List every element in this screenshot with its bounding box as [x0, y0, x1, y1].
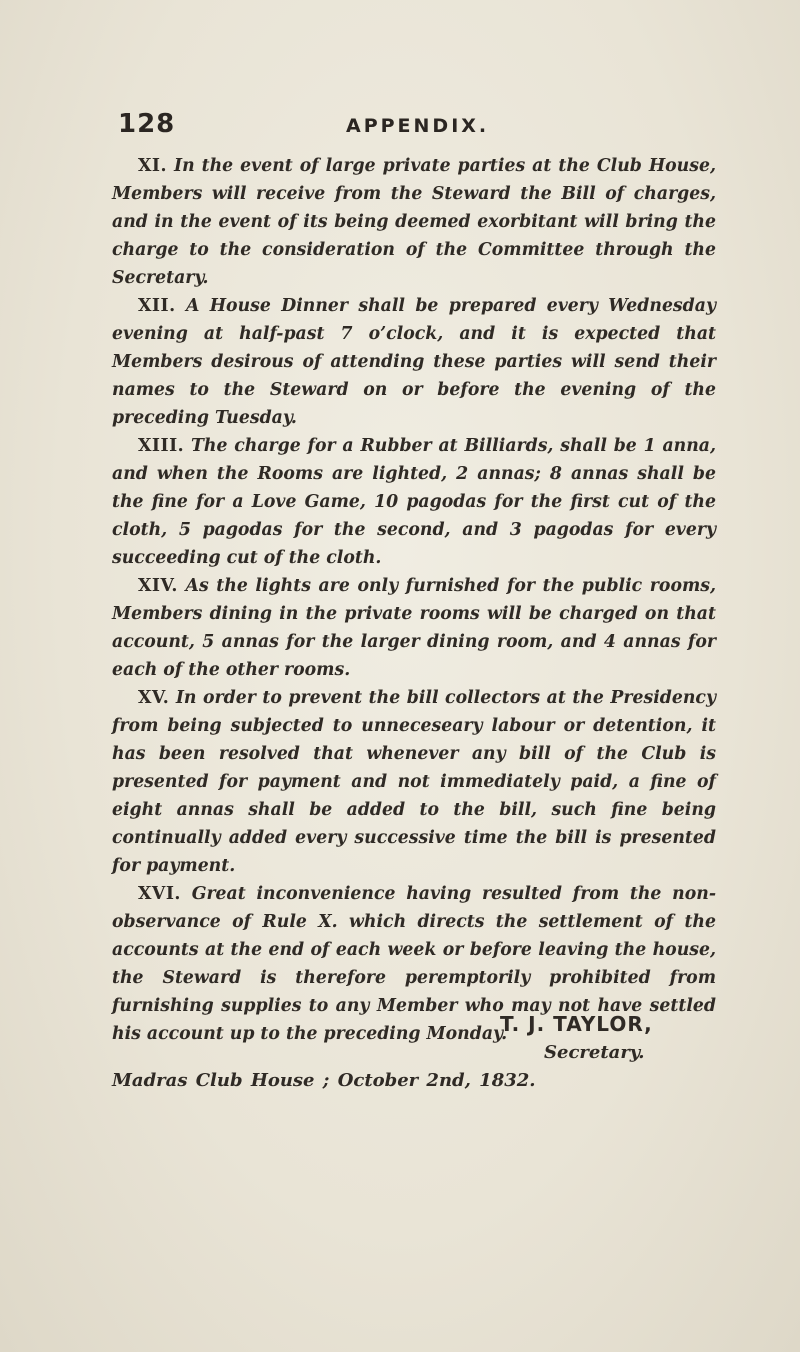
- rule-text: Great inconvenience having resulted from the non-observance of Rule X. which directs the settlement of the accounts at the end of each week or before leaving the house, the Steward is therefore peremptorily prohibited from furnishing supplies to any Member who may not have settled his account up to the preceding Monday.: [112, 884, 716, 1044]
- rule-text: As the lights are only furnished for the public rooms, Members dining in the private rooms will be charged on that account, 5 annas for the larger dining room, and 4 annas for each of the other rooms.: [112, 576, 716, 680]
- rule-number: XII.: [138, 296, 176, 316]
- page-header: [112, 109, 732, 149]
- rule-text: In order to prevent the bill collectors at the Presidency from being subjected to unneceseary labour or detention, it has been resolved that whenever any bill of the Club is presented for payment and not immediately paid, a fine of eight annas shall be added to the bill, such fine being continually added every successive time the bill is presented for payment.: [112, 688, 716, 876]
- rules-text: [112, 152, 716, 1048]
- rule-paragraph: [112, 432, 716, 572]
- signatory-name: T. J. TAYLOR,: [500, 1012, 653, 1036]
- rule-paragraph: [112, 292, 716, 432]
- rule-text: In the event of large private parties at the Club House, Members will receive from the Steward the Bill of charges, and in the event of its being deemed exorbitant will bring the charge to the consideration of the Committee through the Secretary.: [112, 156, 716, 288]
- rule-text: The charge for a Rubber at Billiards, shall be 1 anna, and when the Rooms are lighted, 2 annas; 8 annas shall be the fine for a Love Game, 10 pagodas for the first cut of the cloth, 5 pagodas for the second, and 3 pagodas for every succeeding cut of the cloth.: [112, 436, 716, 568]
- running-head: APPENDIX.: [346, 115, 490, 137]
- rule-number: XIV.: [138, 576, 178, 596]
- rule-number: XV.: [138, 688, 170, 708]
- rule-paragraph: [112, 684, 716, 880]
- rule-paragraph: [112, 152, 716, 292]
- dateline: Madras Club House ; October 2nd, 1832.: [112, 1070, 536, 1091]
- rule-number: XVI.: [138, 884, 181, 904]
- signatory-title: Secretary.: [544, 1042, 645, 1063]
- rule-paragraph: [112, 572, 716, 684]
- page-number: 128: [118, 109, 176, 139]
- signature-block: [500, 1012, 760, 1063]
- rule-text: A House Dinner shall be prepared every Wednesday evening at half-past 7 o’clock, and it is expected that Members desirous of attending these parties will send their names to the Steward on or before the evening of the preceding Tuesday.: [112, 296, 716, 428]
- rule-number: XI.: [138, 156, 168, 176]
- rule-number: XIII.: [138, 436, 185, 456]
